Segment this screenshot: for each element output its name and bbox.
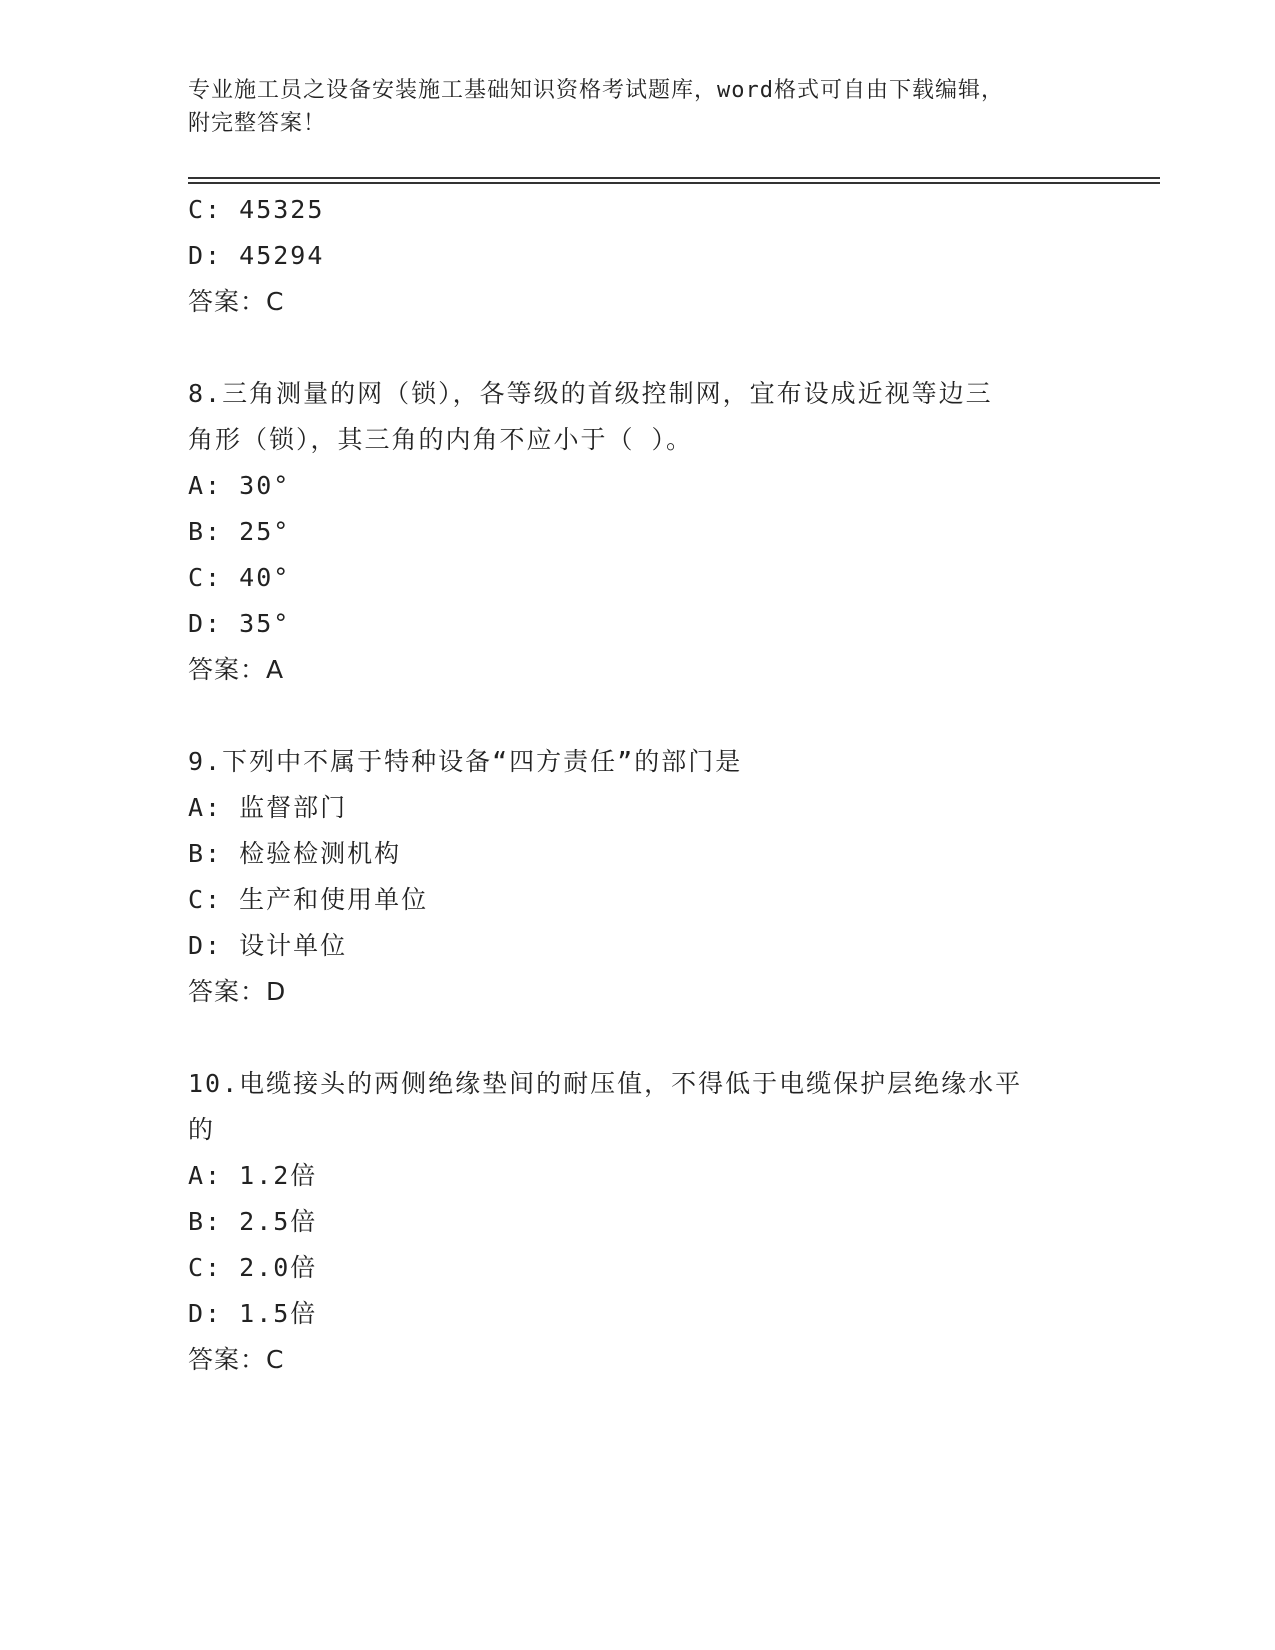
option-d: D: 1.5倍 — [188, 1299, 318, 1328]
option-b: B: 2.5倍 — [188, 1207, 318, 1236]
answer-line: 答案：A — [188, 655, 285, 684]
question-stem-line: 的 — [188, 1115, 216, 1144]
answer-line: 答案：C — [188, 287, 285, 316]
option-d: D: 设计单位 — [188, 931, 348, 960]
question-stem-line: 10.电缆接头的两侧绝缘垫间的耐压值，不得低于电缆保护层绝缘水平 — [188, 1069, 1023, 1098]
question-8 — [188, 371, 1088, 693]
option-a: A: 30° — [188, 471, 291, 500]
spacer — [188, 325, 1088, 371]
question-content — [188, 187, 1088, 1383]
header-line-2: 附完整答案！ — [188, 111, 327, 136]
option-c: C: 40° — [188, 563, 291, 592]
partial-question — [188, 187, 1088, 325]
option-a: A: 1.2倍 — [188, 1161, 318, 1190]
question-stem-line: 8.三角测量的网（锁），各等级的首级控制网，宜布设成近视等边三 — [188, 379, 993, 408]
option-d: D: 45294 — [188, 241, 325, 270]
question-10 — [188, 1061, 1088, 1383]
spacer — [188, 1015, 1088, 1061]
answer-line: 答案：D — [188, 977, 287, 1006]
spacer — [188, 693, 1088, 739]
option-d: D: 35° — [188, 609, 291, 638]
question-stem-line: 角形（锁），其三角的内角不应小于（ ）。 — [188, 425, 694, 454]
document-header — [188, 74, 1088, 140]
option-c: C: 生产和使用单位 — [188, 885, 429, 914]
option-c: C: 45325 — [188, 195, 325, 224]
question-stem-line: 9.下列中不属于特种设备“四方责任”的部门是 — [188, 747, 743, 776]
question-9 — [188, 739, 1088, 1015]
option-a: A: 监督部门 — [188, 793, 348, 822]
header-divider-top — [188, 177, 1160, 179]
option-b: B: 检验检测机构 — [188, 839, 402, 868]
header-divider-bottom — [188, 182, 1160, 184]
answer-line: 答案：C — [188, 1345, 285, 1374]
header-line-1: 专业施工员之设备安装施工基础知识资格考试题库，word格式可自由下载编辑， — [188, 78, 1004, 103]
option-c: C: 2.0倍 — [188, 1253, 318, 1282]
option-b: B: 25° — [188, 517, 291, 546]
